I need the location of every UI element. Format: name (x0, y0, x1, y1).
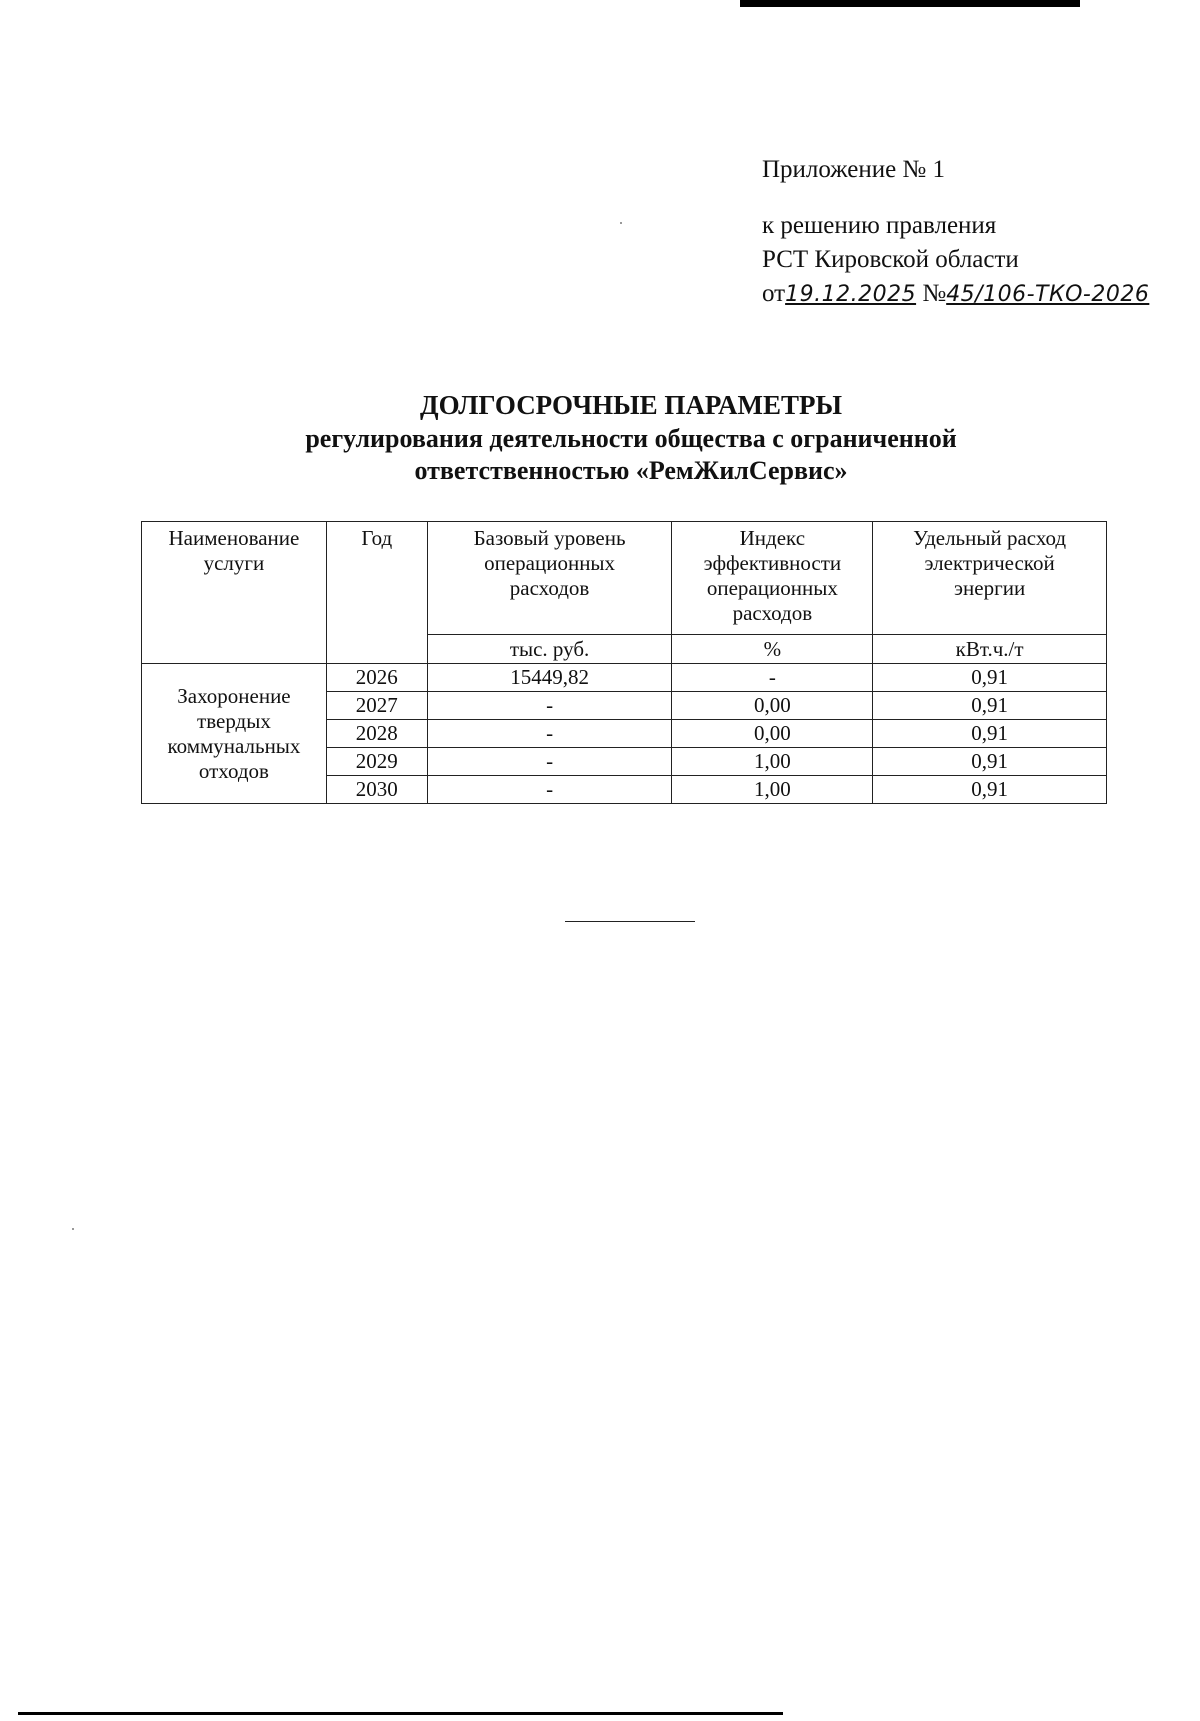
appendix-line-2: РСТ Кировской области (762, 246, 1019, 273)
year-cell: 2028 (326, 720, 427, 748)
year-cell: 2026 (326, 664, 427, 692)
document-heading (0, 389, 1200, 487)
header-year: Год (326, 522, 427, 664)
specific-consumption-cell: 0,91 (873, 692, 1107, 720)
appendix-title: Приложение № 1 (762, 156, 946, 183)
base-level-cell: - (427, 692, 672, 720)
year-cell: 2029 (326, 748, 427, 776)
header-service: Наименование услуги (142, 522, 327, 664)
specific-consumption-cell: 0,91 (873, 664, 1107, 692)
scan-dot (72, 1228, 74, 1230)
table-row (142, 664, 1107, 692)
specific-consumption-cell: 0,91 (873, 720, 1107, 748)
unit-efficiency-index: % (672, 635, 873, 664)
scan-edge-bottom (18, 1712, 783, 1715)
appendix-block (762, 153, 1149, 312)
base-level-cell: - (427, 720, 672, 748)
base-level-cell: - (427, 748, 672, 776)
handwritten-date: 19.12.2025 (785, 282, 917, 307)
base-level-cell: 15449,82 (427, 664, 672, 692)
header-base-level: Базовый уровень операционных расходов (427, 522, 672, 635)
end-separator (565, 921, 695, 922)
appendix-decision-ref (762, 277, 1149, 312)
scan-edge-top (740, 0, 1080, 7)
handwritten-number: 45/106-ТКО-2026 (946, 282, 1150, 307)
table-header-row (142, 522, 1107, 635)
base-level-cell: - (427, 776, 672, 804)
efficiency-index-cell: 1,00 (672, 776, 873, 804)
service-name-cell: Захоронение твердых коммунальных отходов (142, 664, 327, 804)
heading-subtitle-line-2: ответственностью «РемЖилСервис» (414, 456, 848, 485)
efficiency-index-cell: - (672, 664, 873, 692)
unit-specific-consumption: кВт.ч./т (873, 635, 1107, 664)
header-efficiency-index: Индекс эффективности операционных расходов (672, 522, 873, 635)
specific-consumption-cell: 0,91 (873, 748, 1107, 776)
heading-subtitle-line-1: регулирования деятельности общества с ограниченной (305, 424, 957, 453)
efficiency-index-cell: 0,00 (672, 692, 873, 720)
from-label: от (762, 280, 786, 307)
efficiency-index-cell: 0,00 (672, 720, 873, 748)
scan-dot (620, 222, 622, 224)
appendix-line-1: к решению правления (762, 212, 997, 239)
year-cell: 2030 (326, 776, 427, 804)
heading-title: ДОЛГОСРОЧНЫЕ ПАРАМЕТРЫ (420, 390, 842, 420)
specific-consumption-cell: 0,91 (873, 776, 1107, 804)
parameters-table (141, 521, 1107, 804)
year-cell: 2027 (326, 692, 427, 720)
unit-base-level: тыс. руб. (427, 635, 672, 664)
number-label: № (922, 280, 947, 307)
header-specific-consumption: Удельный расход электрической энергии (873, 522, 1107, 635)
efficiency-index-cell: 1,00 (672, 748, 873, 776)
